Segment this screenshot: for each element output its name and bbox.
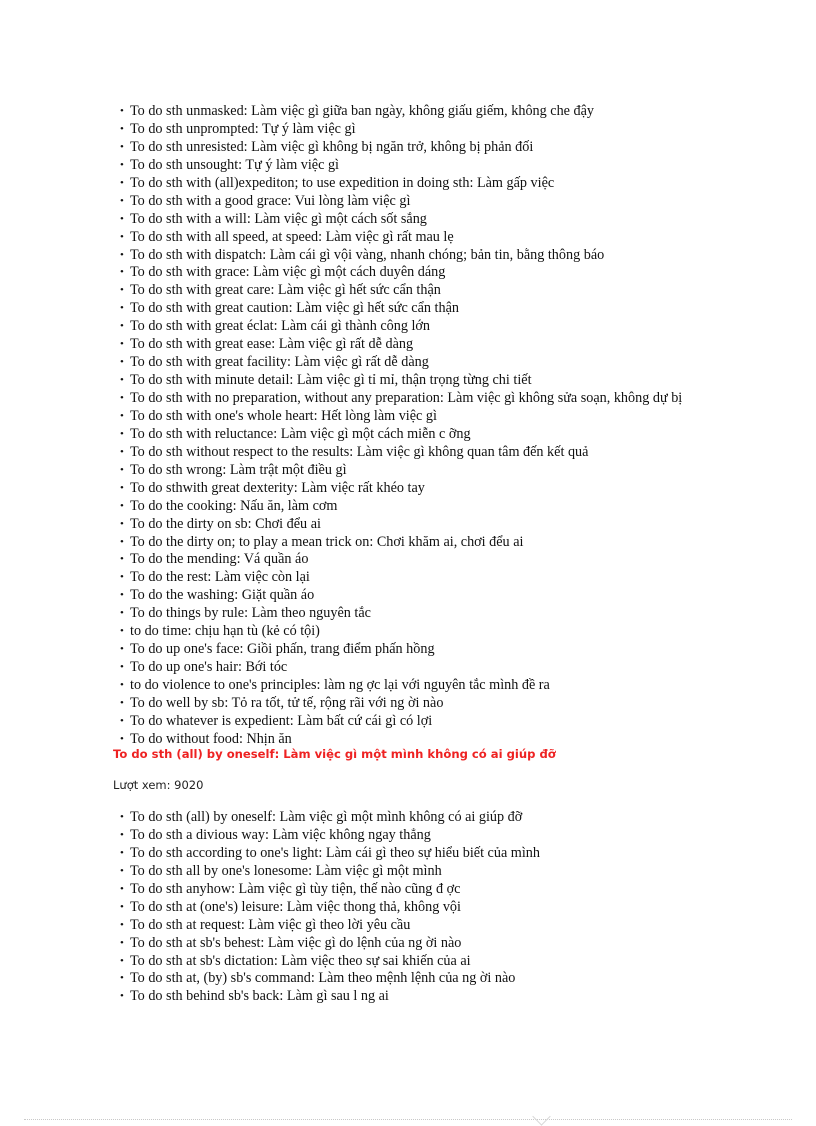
list-item-text: To do sth with no preparation, without any preparation: Làm việc gì không sửa soạn, không dự bị xyxy=(130,390,683,406)
list-item-text: To do the dirty on; to play a mean trick on: Chơi khăm ai, chơi đểu ai xyxy=(130,533,524,550)
list-item xyxy=(120,695,800,713)
list-item-text: To do the washing: Giặt quần áo xyxy=(130,587,315,604)
list-item xyxy=(120,336,800,354)
list-item xyxy=(120,264,800,282)
list-item xyxy=(120,899,800,917)
bullet-icon: • xyxy=(120,499,124,512)
bullet-icon: • xyxy=(120,230,124,243)
list-item-text: To do sth anyhow: Làm việc gì tùy tiện, thế nào cũng đ ợc xyxy=(130,880,461,897)
bullet-icon: • xyxy=(120,212,124,225)
bullet-icon: • xyxy=(120,517,124,530)
bullet-icon: • xyxy=(120,679,124,691)
list-item xyxy=(120,229,800,247)
list-item-text: To do sth a divious way: Làm việc không ngay thẳng xyxy=(130,826,431,843)
phrase-list-bottom xyxy=(120,809,800,1006)
bullet-icon: • xyxy=(120,248,124,261)
list-item-text: to do time: chịu hạn tù (kẻ có tội) xyxy=(130,623,320,640)
bullet-icon: • xyxy=(120,302,124,315)
list-item xyxy=(120,480,800,498)
bullet-icon: • xyxy=(120,900,124,913)
list-item-text: To do sth at sb's behest: Làm việc gì do lệnh của ng ời nào xyxy=(130,934,462,951)
bullet-icon: • xyxy=(120,643,124,656)
bullet-icon: • xyxy=(120,936,124,949)
list-item-text: To do up one's face: Giồi phấn, trang điểm phấn hồng xyxy=(130,641,435,658)
list-item-text: To do things by rule: Làm theo nguyên tắc xyxy=(130,605,371,622)
bullet-icon: • xyxy=(120,972,124,985)
list-item xyxy=(120,247,800,265)
bullet-icon: • xyxy=(120,954,124,967)
list-item-text: To do sth with great ease: Làm việc gì rất dễ dàng xyxy=(130,336,414,353)
list-item xyxy=(120,139,800,157)
list-item xyxy=(120,917,800,935)
list-item-text: To do sth unprompted: Tự ý làm việc gì xyxy=(130,120,356,137)
list-item xyxy=(120,569,800,587)
bullet-icon: • xyxy=(120,409,124,422)
list-item-text: To do sth according to one's light: Làm cái gì theo sự hiểu biết của mình xyxy=(130,844,540,861)
list-item-text: To do sth with great éclat: Làm cái gì thành công lớn xyxy=(130,318,431,335)
list-item xyxy=(120,318,800,336)
bullet-icon: • xyxy=(120,828,124,841)
list-item xyxy=(120,498,800,516)
list-item xyxy=(120,516,800,534)
bullet-icon: • xyxy=(120,122,124,135)
list-item xyxy=(120,354,800,372)
bullet-icon: • xyxy=(120,194,124,207)
list-item-text: To do sth at, (by) sb's command: Làm theo mệnh lệnh của ng ời nào xyxy=(130,970,516,987)
bullet-icon: • xyxy=(120,714,124,727)
bullet-icon: • xyxy=(120,140,124,153)
bullet-icon: • xyxy=(120,882,124,895)
list-item xyxy=(120,175,800,193)
list-item xyxy=(120,121,800,139)
list-item-text: To do the rest: Làm việc còn lại xyxy=(130,569,310,586)
bullet-icon: • xyxy=(120,918,124,931)
list-item xyxy=(120,103,800,121)
list-item-text: To do up one's hair: Bới tóc xyxy=(130,659,288,676)
list-item xyxy=(120,605,800,623)
list-item xyxy=(120,713,800,731)
list-item-text: To do sth with a good grace: Vui lòng làm việc gì xyxy=(130,192,411,209)
bullet-icon: • xyxy=(120,392,124,404)
list-item-text: To do sth with a will: Làm việc gì một cách sốt sắng xyxy=(130,210,427,227)
list-item xyxy=(120,881,800,899)
list-item-text: To do sth with great facility: Làm việc gì rất dễ dàng xyxy=(130,354,429,371)
list-item-text: To do sth with (all)expediton; to use expedition in doing sth: Làm gấp việc xyxy=(130,174,555,191)
bullet-icon: • xyxy=(120,284,124,297)
list-item xyxy=(120,534,800,552)
list-item-text: To do sth at (one's) leisure: Làm việc thong thả, không vội xyxy=(130,898,461,915)
bullet-icon: • xyxy=(120,481,124,494)
list-item xyxy=(120,677,800,695)
page-footer-divider xyxy=(24,1119,792,1120)
list-item xyxy=(120,935,800,953)
list-item-text: To do sth with great caution: Làm việc gì hết sức cẩn thận xyxy=(130,300,459,317)
list-item-text: To do sthwith great dexterity: Làm việc rất khéo tay xyxy=(130,479,425,496)
bullet-icon: • xyxy=(120,732,124,745)
bullet-icon: • xyxy=(120,105,124,117)
list-item xyxy=(120,157,800,175)
list-item-text: To do without food: Nhịn ăn xyxy=(130,730,292,747)
bullet-icon: • xyxy=(120,553,124,566)
list-item xyxy=(120,953,800,971)
bullet-icon: • xyxy=(120,625,124,638)
list-item-text: To do sth wrong: Làm trật một điều gì xyxy=(130,461,347,478)
bullet-icon: • xyxy=(120,463,124,476)
bullet-icon: • xyxy=(120,661,124,674)
list-item xyxy=(120,193,800,211)
bullet-icon: • xyxy=(120,535,124,548)
bullet-icon: • xyxy=(120,571,124,584)
bullet-icon: • xyxy=(120,176,124,189)
list-item-text: to do violence to one's principles: làm ng ợc lại với nguyên tắc mình đề ra xyxy=(130,677,550,693)
bullet-icon: • xyxy=(120,696,124,709)
list-item xyxy=(120,623,800,641)
list-item xyxy=(120,211,800,229)
list-item xyxy=(120,845,800,863)
list-item xyxy=(120,809,800,827)
list-item xyxy=(120,641,800,659)
list-item-text: To do sth (all) by oneself: Làm việc gì một mình không có ai giúp đỡ xyxy=(130,809,523,825)
list-item-text: To do the dirty on sb: Chơi đểu ai xyxy=(130,515,321,532)
bullet-icon: • xyxy=(120,990,124,1003)
list-item xyxy=(120,444,800,462)
bullet-icon: • xyxy=(120,607,124,620)
bullet-icon: • xyxy=(120,445,124,458)
list-item xyxy=(120,282,800,300)
list-item xyxy=(120,426,800,444)
list-item-text: To do sth unsought: Tự ý làm việc gì xyxy=(130,156,339,173)
bullet-icon: • xyxy=(120,811,124,823)
list-item xyxy=(120,970,800,988)
list-item-text: To do sth at request: Làm việc gì theo lời yêu cầu xyxy=(130,916,411,933)
list-item xyxy=(120,300,800,318)
list-item-text: To do sth with great care: Làm việc gì hết sức cẩn thận xyxy=(130,282,441,299)
bullet-icon: • xyxy=(120,338,124,351)
list-item xyxy=(120,863,800,881)
bullet-icon: • xyxy=(120,320,124,333)
bullet-icon: • xyxy=(120,356,124,369)
list-item-text: To do sth unresisted: Làm việc gì không bị ngăn trở, không bị phản đối xyxy=(130,138,534,155)
list-item-text: To do whatever is expedient: Làm bất cứ cái gì có lợi xyxy=(130,712,433,729)
bullet-icon: • xyxy=(120,589,124,602)
list-item xyxy=(120,988,800,1006)
list-item-text: To do well by sb: Tỏ ra tốt, tử tế, rộng rãi với ng ời nào xyxy=(130,694,444,711)
list-item-text: To do sth at sb's dictation: Làm việc theo sự sai khiến của ai xyxy=(130,952,471,969)
list-item-text: To do sth with one's whole heart: Hết lòng làm việc gì xyxy=(130,407,437,424)
view-count: Lượt xem: 9020 xyxy=(113,778,204,792)
list-item-text: To do sth with reluctance: Làm việc gì một cách miễn c ỡng xyxy=(130,425,471,442)
list-item-text: To do sth with grace: Làm việc gì một cách duyên dáng xyxy=(130,264,446,281)
bullet-icon: • xyxy=(120,158,124,171)
list-item-text: To do sth unmasked: Làm việc gì giữa ban ngày, không giấu giếm, không che đậy xyxy=(130,103,595,119)
list-item-text: To do sth without respect to the results: Làm việc gì không quan tâm đến kết quả xyxy=(130,443,589,460)
bullet-icon: • xyxy=(120,864,124,877)
list-item-text: To do sth with dispatch: Làm cái gì vội vàng, nhanh chóng; bản tin, bằng thông báo xyxy=(130,246,605,263)
list-item xyxy=(120,659,800,677)
list-item xyxy=(120,551,800,569)
bullet-icon: • xyxy=(120,427,124,440)
list-item xyxy=(120,372,800,390)
phrase-list-top xyxy=(120,103,800,749)
list-item-text: To do sth with all speed, at speed: Làm việc gì rất mau lẹ xyxy=(130,228,454,245)
list-item-text: To do the cooking: Nấu ăn, làm cơm xyxy=(130,497,338,514)
list-item xyxy=(120,587,800,605)
bullet-icon: • xyxy=(120,266,124,279)
list-item-text: To do sth behind sb's back: Làm gì sau l ng ai xyxy=(130,988,389,1005)
bullet-icon: • xyxy=(120,846,124,859)
list-item-text: To do sth with minute detail: Làm việc gì tỉ mỉ, thận trọng từng chi tiết xyxy=(130,372,532,389)
list-item xyxy=(120,408,800,426)
list-item-text: To do the mending: Vá quần áo xyxy=(130,551,309,568)
list-item xyxy=(120,827,800,845)
post-title-link[interactable]: To do sth (all) by oneself: Làm việc gì một mình không có ai giúp đỡ xyxy=(113,747,556,761)
bullet-icon: • xyxy=(120,374,124,387)
list-item-text: To do sth all by one's lonesome: Làm việc gì một mình xyxy=(130,862,442,879)
list-item xyxy=(120,390,800,408)
list-item xyxy=(120,462,800,480)
